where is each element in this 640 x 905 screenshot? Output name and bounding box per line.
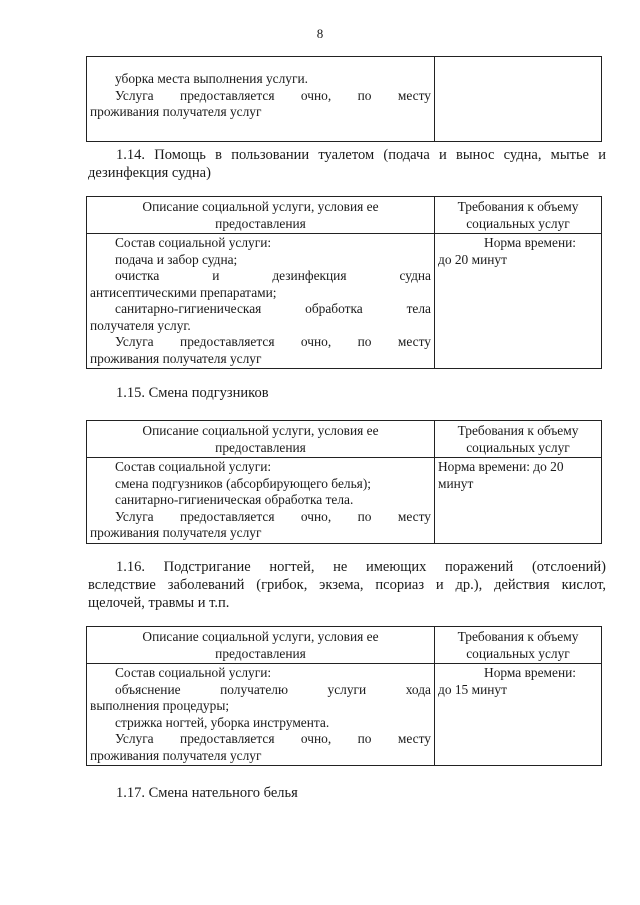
desc-line: уборка места выполнения услуги. bbox=[115, 71, 308, 86]
table-row bbox=[87, 234, 602, 369]
continuation-table bbox=[86, 56, 602, 142]
desc-line: Услуга предоставляется очно, по месту bbox=[115, 87, 431, 103]
section-heading-1-15: 1.15. Смена подгузников bbox=[116, 385, 269, 401]
continuation-desc-cell bbox=[87, 57, 435, 142]
req-cell: Норма времени: до 15 минут bbox=[435, 664, 602, 766]
section-heading-1-16: 1.16. Подстригание ногтей, не имеющих поражений (отслоений) вследствие заболеваний (грибок, экзема, псориаз и др.), действия кислот, щелочей, травмы и т.п. bbox=[88, 559, 606, 611]
table-header-row bbox=[87, 197, 602, 234]
table-row bbox=[87, 664, 602, 766]
section-heading-1-17: 1.17. Смена нательного белья bbox=[116, 785, 298, 801]
header-desc-cell: Описание социальной услуги, условия ее предоставления bbox=[87, 197, 435, 234]
header-req-cell: Требования к объему социальных услуг bbox=[435, 627, 602, 664]
table-header-row bbox=[87, 421, 602, 458]
header-desc-cell: Описание социальной услуги, условия ее предоставления bbox=[87, 421, 435, 458]
desc-cell: Состав социальной услуги: подача и забор судна; очистка и дезинфекция судна антисептическими препаратами; санитарно-гигиеническая обработка тела получателя услуг. Услуга предоставляется очно, по месту проживания получателя услуг bbox=[87, 234, 435, 369]
desc-cell: Состав социальной услуги: смена подгузников (абсорбирующего белья); санитарно-гигиеническая обработка тела. Услуга предоставляется очно, по месту проживания получателя услуг bbox=[87, 458, 435, 544]
req-cell: Норма времени: до 20 минут bbox=[435, 234, 602, 369]
service-table-1-15 bbox=[86, 420, 602, 544]
service-table-1-16 bbox=[86, 626, 602, 766]
desc-line: проживания получателя услуг bbox=[90, 104, 262, 119]
service-table-1-14 bbox=[86, 196, 602, 369]
table-header-row bbox=[87, 627, 602, 664]
page-number: 8 bbox=[316, 26, 324, 41]
header-req-cell: Требования к объему социальных услуг bbox=[435, 421, 602, 458]
header-req-cell: Требования к объему социальных услуг bbox=[435, 197, 602, 234]
desc-cell: Состав социальной услуги: объяснение получателю услуги хода выполнения процедуры; стрижка ногтей, уборка инструмента. Услуга предоставляется очно, по месту проживания получателя услуг bbox=[87, 664, 435, 766]
continuation-req-cell bbox=[435, 57, 602, 142]
header-desc-cell: Описание социальной услуги, условия ее предоставления bbox=[87, 627, 435, 664]
table-row bbox=[87, 458, 602, 544]
req-cell: Норма времени: до 20 минут bbox=[435, 458, 602, 544]
section-heading-1-14: 1.14. Помощь в пользовании туалетом (подача и вынос судна, мытье и дезинфекция судна) bbox=[88, 147, 606, 181]
